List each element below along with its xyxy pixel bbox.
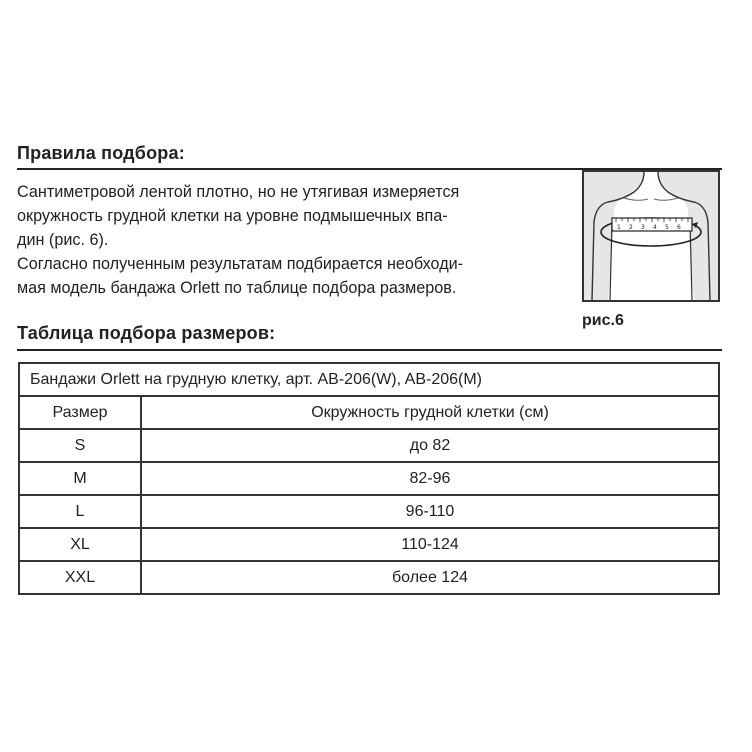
- table-heading: Таблица подбора размеров:: [17, 323, 276, 343]
- torso-illustration: [584, 172, 718, 300]
- column-header-size: Размер: [19, 396, 141, 429]
- size-cell: XL: [19, 528, 141, 561]
- rules-line: окружность грудной клетки на уровне подмышечных впа-: [17, 207, 448, 225]
- table-title-row: [19, 363, 719, 396]
- chest-measurement-figure: [582, 170, 720, 302]
- size-cell: XXL: [19, 561, 141, 594]
- rules-text: [17, 180, 560, 300]
- rules-line: мая модель бандажа Orlett по таблице подбора размеров.: [17, 279, 457, 297]
- chest-cell: до 82: [141, 429, 719, 462]
- table-row: [19, 495, 719, 528]
- size-cell: M: [19, 462, 141, 495]
- table-header-row: [19, 396, 719, 429]
- heading-divider: [17, 349, 722, 351]
- tape-mark: 4: [653, 224, 657, 231]
- table-row: [19, 528, 719, 561]
- table-row: [19, 462, 719, 495]
- chest-cell: 96-110: [141, 495, 719, 528]
- table-title: Бандажи Orlett на грудную клетку, арт. AB-206(W), AB-206(M): [19, 363, 719, 396]
- tape-mark: 2: [629, 224, 633, 231]
- rules-line: Согласно полученным результатам подбирается необходи-: [17, 255, 464, 273]
- table-row: [19, 561, 719, 594]
- chest-cell: 82-96: [141, 462, 719, 495]
- rules-heading: Правила подбора:: [17, 143, 185, 163]
- table-row: [19, 429, 719, 462]
- tape-mark: 3: [641, 224, 645, 231]
- rules-line: Сантиметровой лентой плотно, но не утягивая измеряется: [17, 183, 460, 201]
- chest-cell: 110-124: [141, 528, 719, 561]
- tape-mark: 5: [665, 224, 669, 231]
- chest-cell: более 124: [141, 561, 719, 594]
- rules-line: дин (рис. 6).: [17, 231, 109, 249]
- size-table: [18, 362, 720, 595]
- tape-mark: 6: [677, 224, 681, 231]
- size-cell: L: [19, 495, 141, 528]
- size-cell: S: [19, 429, 141, 462]
- figure-caption: рис.6: [582, 312, 624, 329]
- tape-mark: 1: [617, 224, 621, 231]
- column-header-chest: Окружность грудной клетки (см): [141, 396, 719, 429]
